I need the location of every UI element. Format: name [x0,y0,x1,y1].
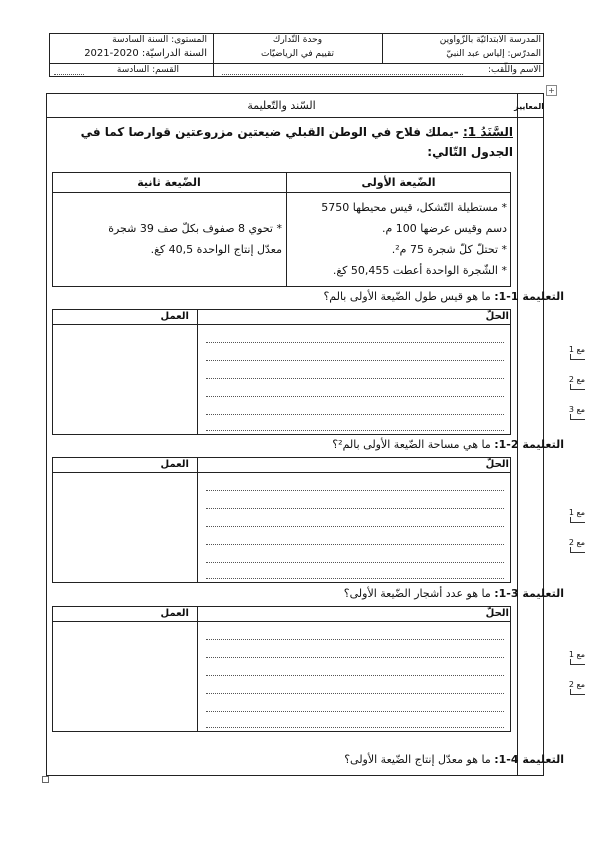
answer-line[interactable] [206,396,504,397]
move-handle-icon[interactable]: + [546,85,557,96]
farm1-details [292,197,507,281]
farm1-line: * الشّجرة الواحدة أعطت 50,455 كغ. [332,264,507,277]
answer-table-3 [52,606,511,732]
criterion-mark: مع 2 [565,538,589,556]
criterion-mark: مع 2 [565,375,589,393]
instruction-label: التعليمة 4-1: [494,753,564,766]
instruction-text: ما هو قيس طول الضّيعة الأولى بالم؟ [323,290,491,303]
farm1-line: * تحتلّ كلّ شجرة 75 م². [391,243,507,256]
farm1-line: دسم وقيس عرضها 100 م. [381,222,507,235]
school-name: المدرسة الابتدائيّة بالزّواوين [439,35,541,45]
answer-table-2 [52,457,511,583]
farm2-line: * تحوي 8 صفوف بكلّ صف 39 شجرة [108,222,282,235]
solution-label: الحلّ [485,608,509,619]
farm2-details [56,218,282,260]
school-year: السنة الدراسيّة: 2020-2021 [84,48,207,59]
criteria-header: المعايير [514,102,544,111]
answer-line[interactable] [206,693,504,694]
answer-line[interactable] [206,430,504,431]
instruction-label: التعليمة 1-1: [494,290,564,303]
farm1-line: * مستطيلة التّشكل، قيس محيطها 5750 [321,201,507,214]
answer-line[interactable] [206,526,504,527]
instruction-4 [344,753,564,766]
instruction-label: التعليمة 2-1: [494,438,564,451]
answer-line[interactable] [206,360,504,361]
answer-line[interactable] [206,490,504,491]
page-corner-marker [42,776,49,783]
level-label: المستوى: السنة السادسة [112,35,207,45]
section-label: القسم: السادسة [116,65,179,75]
answer-line[interactable] [206,657,504,658]
solution-label: الحلّ [485,459,509,470]
criterion-mark: مع 3 [565,405,589,423]
criterion-mark: مع 1 [565,508,589,526]
criterion-mark: مع 1 [565,650,589,668]
instruction-3 [344,587,564,600]
farm2-line: معدّل إنتاج الواحدة 40,5 كغ. [150,243,282,256]
work-label: العمل [160,608,189,619]
section-title: السّند والتّعليمة [247,99,316,112]
support-label: السَّنَدُ 1: [462,125,513,139]
name-field[interactable] [222,74,463,75]
name-label: الاسم واللّقب: [487,65,541,75]
answer-line[interactable] [206,675,504,676]
answer-line[interactable] [206,639,504,640]
instruction-1 [323,290,564,303]
farm1-header: الضّيعة الأولى [361,176,436,189]
answer-line[interactable] [206,711,504,712]
answer-line[interactable] [206,508,504,509]
answer-line[interactable] [206,414,504,415]
instruction-text: ما هو معدّل إنتاج الضّيعة الأولى؟ [344,753,491,766]
answer-line[interactable] [206,727,504,728]
assessment-title: تقييم في الرياضيّات [260,49,335,59]
support-paragraph [52,122,513,162]
work-label: العمل [160,311,189,322]
answer-line[interactable] [206,378,504,379]
answer-table-1 [52,309,511,435]
instruction-text: ما هي مساحة الضّيعة الأولى بالم²؟ [332,438,491,451]
instruction-text: ما هو عدد أشجار الضّيعة الأولى؟ [343,587,491,600]
support-text: -يملك فلاح في الوطن القبلي ضيعتين مزروعتين قوارصا كما في الجدول التّالي: [80,125,513,159]
answer-line[interactable] [206,578,504,579]
solution-label: الحلّ [485,311,509,322]
instruction-2 [332,438,564,451]
answer-line[interactable] [206,544,504,545]
farm2-header: الضّيعة ثانية [137,176,201,189]
unit-title: وحدة التّدارك [272,35,323,45]
work-label: العمل [160,459,189,470]
teacher-name: المدرّس: إلياس عبد النبيّ [446,49,541,59]
criterion-mark: مع 2 [565,680,589,698]
instruction-label: التعليمة 3-1: [494,587,564,600]
answer-line[interactable] [206,562,504,563]
criterion-mark: مع 1 [565,345,589,363]
answer-line[interactable] [206,342,504,343]
